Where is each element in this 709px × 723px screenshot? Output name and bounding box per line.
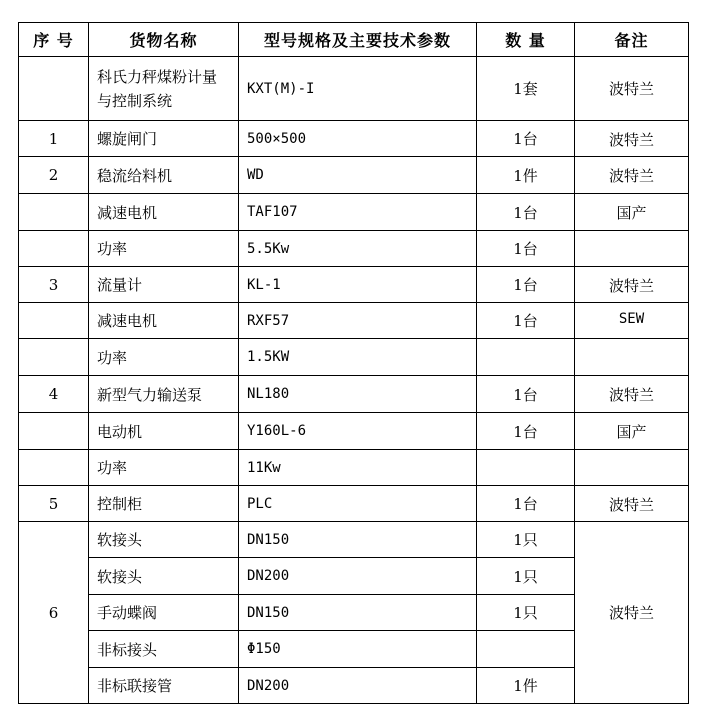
row-note [575, 231, 689, 267]
row-note [575, 450, 689, 486]
table-row [19, 339, 689, 376]
row-note: 波特兰 [575, 267, 689, 303]
table-row [19, 413, 689, 450]
header-note: 备注 [575, 23, 689, 57]
row-name-line2: 与控制系统 [97, 91, 173, 110]
row-qty: 1台 [477, 413, 575, 450]
row-index [19, 339, 89, 376]
header-spec: 型号规格及主要技术参数 [239, 23, 477, 57]
row-qty: 1台 [477, 121, 575, 157]
row-index: 4 [19, 376, 89, 413]
row-name: 控制柜 [89, 486, 239, 522]
row-spec: DN200 [239, 668, 477, 704]
table-row [19, 194, 689, 231]
row-name: 螺旋闸门 [89, 121, 239, 157]
table-row [19, 522, 689, 558]
row-spec: Φ150 [239, 631, 477, 668]
row-index [19, 303, 89, 339]
row-index: 1 [19, 121, 89, 157]
row-index [19, 194, 89, 231]
row-qty: 1只 [477, 522, 575, 558]
goods-table [18, 22, 689, 704]
row-name: 稳流给料机 [89, 157, 239, 194]
row-note [575, 339, 689, 376]
row-spec: WD [239, 157, 477, 194]
header-row [19, 23, 689, 57]
row-spec: 5.5Kw [239, 231, 477, 267]
row-qty [477, 450, 575, 486]
row-note: 国产 [575, 413, 689, 450]
row-name: 新型气力输送泵 [89, 376, 239, 413]
row-name: 功率 [89, 231, 239, 267]
row-note: 波特兰 [575, 376, 689, 413]
row-spec: RXF57 [239, 303, 477, 339]
row-index [19, 413, 89, 450]
row-index [19, 231, 89, 267]
row-name: 软接头 [89, 558, 239, 595]
table-row [19, 450, 689, 486]
group-note: 波特兰 [575, 522, 689, 704]
row-qty: 1台 [477, 303, 575, 339]
row-name: 非标接头 [89, 631, 239, 668]
row-qty: 1件 [477, 668, 575, 704]
row-index: 5 [19, 486, 89, 522]
header-index: 序 号 [19, 23, 89, 57]
row-spec: KXT(M)-I [239, 57, 477, 121]
row-name: 功率 [89, 450, 239, 486]
row-name: 非标联接管 [89, 668, 239, 704]
row-qty: 1只 [477, 595, 575, 631]
row-qty: 1套 [477, 57, 575, 121]
row-index: 3 [19, 267, 89, 303]
table-row [19, 121, 689, 157]
row-spec: TAF107 [239, 194, 477, 231]
row-qty: 1件 [477, 157, 575, 194]
table-row [19, 376, 689, 413]
table-row [19, 303, 689, 339]
row-qty [477, 631, 575, 668]
row-note: 波特兰 [575, 486, 689, 522]
row-index [19, 450, 89, 486]
row-spec: DN200 [239, 558, 477, 595]
row-qty: 1台 [477, 376, 575, 413]
row-spec: 500×500 [239, 121, 477, 157]
row-note: 波特兰 [575, 157, 689, 194]
row-qty: 1台 [477, 231, 575, 267]
table-row [19, 231, 689, 267]
row-name-line1: 科氏力秤煤粉计量 [97, 67, 218, 86]
header-qty: 数 量 [477, 23, 575, 57]
row-spec: 1.5KW [239, 339, 477, 376]
row-spec: KL-1 [239, 267, 477, 303]
row-note: 国产 [575, 194, 689, 231]
group-index: 6 [19, 522, 89, 704]
row-name: 减速电机 [89, 194, 239, 231]
row-index: 2 [19, 157, 89, 194]
table-row [19, 486, 689, 522]
row-spec: Y160L-6 [239, 413, 477, 450]
row-name: 软接头 [89, 522, 239, 558]
row-spec: DN150 [239, 595, 477, 631]
row-name: 电动机 [89, 413, 239, 450]
row-spec: 11Kw [239, 450, 477, 486]
row-note: SEW [575, 303, 689, 339]
table-row [19, 157, 689, 194]
row-qty: 1台 [477, 267, 575, 303]
row-spec: PLC [239, 486, 477, 522]
row-name [89, 57, 239, 121]
header-name: 货物名称 [89, 23, 239, 57]
row-name: 功率 [89, 339, 239, 376]
row-qty: 1台 [477, 486, 575, 522]
row-name: 减速电机 [89, 303, 239, 339]
row-spec: DN150 [239, 522, 477, 558]
row-spec: NL180 [239, 376, 477, 413]
row-name: 手动蝶阀 [89, 595, 239, 631]
row-note: 波特兰 [575, 57, 689, 121]
row-qty [477, 339, 575, 376]
table-row [19, 57, 689, 121]
row-qty: 1只 [477, 558, 575, 595]
table-row [19, 267, 689, 303]
row-note: 波特兰 [575, 121, 689, 157]
row-name: 流量计 [89, 267, 239, 303]
row-qty: 1台 [477, 194, 575, 231]
row-index [19, 57, 89, 121]
